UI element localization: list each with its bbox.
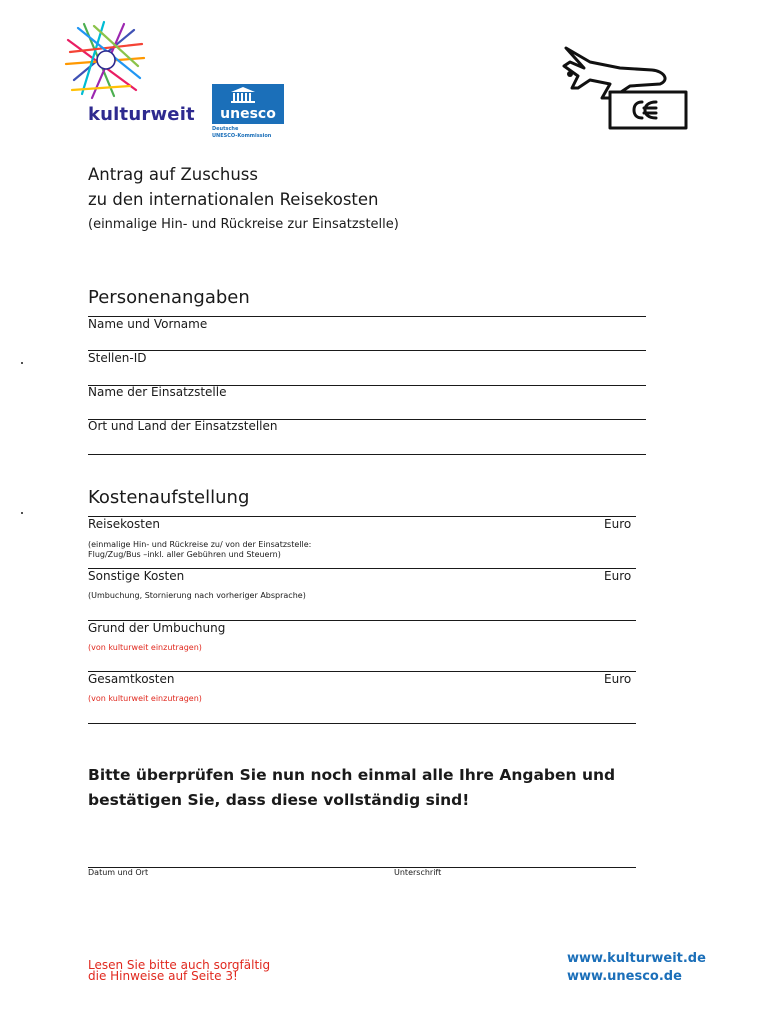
footer-notice [88,960,270,982]
footer-notice-line: Lesen Sie bitte auch sorgfältig [88,958,271,972]
link-kulturweit[interactable]: www.kulturweit.de [567,951,706,966]
section-heading-personal: Personenangaben [88,287,250,308]
section-heading-costs: Kostenaufstellung [88,487,250,508]
field-note: (einmalige Hin- und Rückreise zu/ von der Einsatzstelle: [88,540,312,549]
footer-notice-line: die Hinweise auf Seite 3! [88,969,238,983]
airplane-euro-icon [560,40,690,132]
confirmation-line: Bitte überprüfen Sie nun noch einmal alle Ihre Angaben und [88,766,616,784]
field-line [88,454,646,455]
unesco-subline: Deutsche [212,126,239,132]
currency-label: Euro [604,672,632,686]
field-note-red: (von kulturweit einzutragen) [88,643,202,652]
field-label-sonstige-kosten[interactable]: Sonstige Kosten [88,569,185,583]
field-label-name[interactable]: Name und Vorname [88,317,208,331]
stray-dot [21,512,23,514]
currency-label: Euro [604,569,632,583]
field-label-gesamtkosten[interactable]: Gesamtkosten [88,672,175,686]
unesco-subline: UNESCO-Kommission [212,133,272,139]
form-title: zu den internationalen Reisekosten [88,190,379,209]
field-label-ort-land[interactable]: Ort und Land der Einsatzstellen [88,419,278,433]
field-label-reisekosten[interactable]: Reisekosten [88,517,160,531]
confirmation-line: bestätigen Sie, dass diese vollständig sind! [88,791,470,809]
signature-line[interactable] [88,867,636,868]
date-place-label: Datum und Ort [88,868,149,877]
field-note: (Umbuchung, Stornierung nach vorheriger Absprache) [88,591,306,600]
field-label-stellen-id[interactable]: Stellen-ID [88,351,147,365]
kulturweit-logo-text: kulturweit [88,104,195,125]
field-note: Flug/Zug/Bus –inkl. aller Gebühren und Steuern) [88,550,281,559]
field-line [88,723,636,724]
link-unesco[interactable]: www.unesco.de [567,969,682,984]
field-line [88,516,636,517]
stray-dot [21,362,23,364]
form-title: Antrag auf Zuschuss [88,165,258,184]
kulturweit-logo-graphic [64,20,146,100]
form-subtitle: (einmalige Hin- und Rückreise zur Einsatzstelle) [88,217,399,232]
currency-label: Euro [604,517,632,531]
field-note-red: (von kulturweit einzutragen) [88,694,202,703]
signature-label: Unterschrift [394,868,442,877]
unesco-logo-text: unesco [220,106,276,122]
unesco-temple-icon [230,86,256,104]
field-label-umbuchung[interactable]: Grund der Umbuchung [88,621,226,635]
field-line [88,350,646,351]
confirmation-text [88,763,648,813]
field-label-einsatzstelle[interactable]: Name der Einsatzstelle [88,385,227,399]
